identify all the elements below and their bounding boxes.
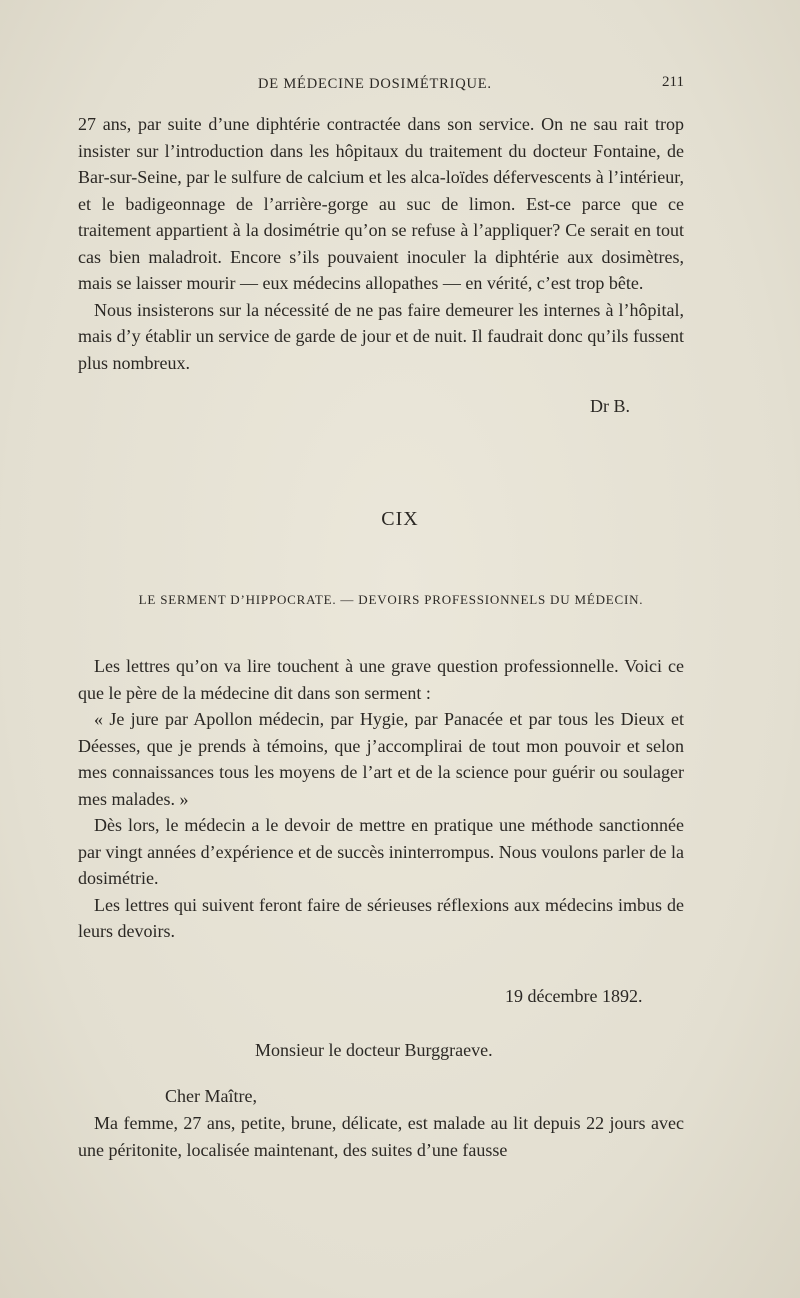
paragraph: 27 ans, par suite d’une diphtérie contractée dans son service. On ne sau rait trop insister sur l’introduction dans les hôpitaux du traitement du docteur Fontaine, de Bar-sur-Seine, par le sulfure de calcium et les alca-loïdes défervescents à l’intérieur, et le badigeonnage de l’arrière-gorge au suc de limon. Est-ce parce que ce traitement appartient à la dosimétrie qu’on se refuse à l’appliquer? Ce serait en tout cas bien maladroit. Encore s’ils pouvaient inoculer la diphtérie aux dosimètres, mais se laisser mourir — eux médecins allopathes — en vérité, c’est trop bête. xyxy=(78,114,684,293)
signature: Dr B. xyxy=(590,396,630,416)
running-title: DE MÉDECINE DOSIMÉTRIQUE. xyxy=(258,76,492,92)
section-number: CIX xyxy=(381,508,419,530)
letter-date: 19 décembre 1892. xyxy=(505,986,643,1006)
running-head xyxy=(78,76,684,100)
paragraph: « Je jure par Apollon médecin, par Hygie, par Panacée et par tous les Dieux et Déesses, que je prends à témoins, que j’accomplirai de tout mon pouvoir et selon mes connaissances tous les moyens de l’art et de la science pour guérir ou soulager mes malades. » xyxy=(78,709,684,809)
paragraph: Nous insisterons sur la nécessité de ne pas faire demeurer les internes à l’hôpital, mais d’y établir un service de garde de jour et de nuit. Il faudrait donc qu’ils fussent plus nombreux. xyxy=(78,299,684,373)
paragraph: Dès lors, le médecin a le devoir de mettre en pratique une méthode sanctionnée par vingt années d’expérience et de succès ininterrompus. Nous voulons parler de la dosimétrie. xyxy=(78,815,684,888)
section-title: LE SERMENT D’HIPPOCRATE. — DEVOIRS PROFESSIONNELS DU MÉDECIN. xyxy=(138,592,644,607)
top-text-block xyxy=(78,111,684,376)
letter-address: Monsieur le docteur Burggraeve. xyxy=(255,1040,493,1060)
letter-text-block xyxy=(78,1110,684,1163)
paragraph: Les lettres qui suivent feront faire de sérieuses réflexions aux médecins imbus de leurs devoirs. xyxy=(78,894,684,941)
section-text-block xyxy=(78,653,684,945)
page-number: 211 xyxy=(662,74,684,90)
paragraph: Ma femme, 27 ans, petite, brune, délicate, est malade au lit depuis 22 jours avec une péritonite, localisée maintenant, des suites d’une fausse xyxy=(78,1113,684,1160)
letter-salutation: Cher Maître, xyxy=(165,1086,257,1106)
paragraph: Les lettres qu’on va lire touchent à une grave question professionnelle. Voici ce que le père de la médecine dit dans son serment : xyxy=(78,656,684,703)
